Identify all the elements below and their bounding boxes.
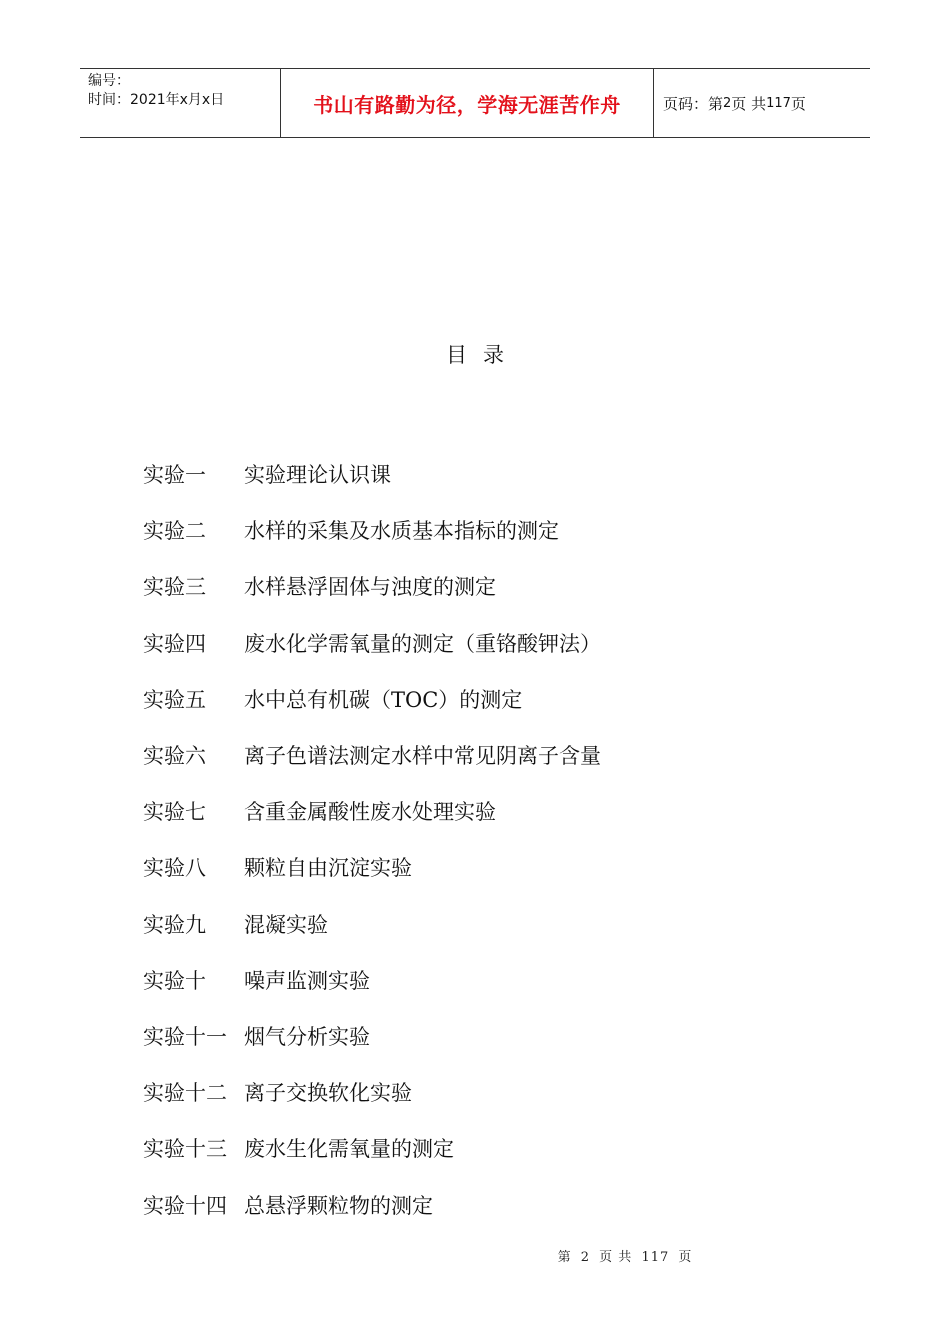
toc-item-label: 实验一: [143, 463, 206, 488]
page-footer: [0, 1246, 950, 1265]
toc-item: [143, 558, 601, 614]
toc-item-text: 废水化学需氧量的测定（重铬酸钾法）: [244, 631, 601, 656]
toc-item: [143, 896, 601, 952]
page-suffix: 页: [790, 94, 806, 113]
header-motto: 书山有路勤为径，学海无涯苦作舟: [281, 69, 654, 137]
toc-item-text: 离子交换软化实验: [244, 1081, 412, 1106]
toc-item: [143, 783, 601, 839]
footer-mid: 页 共: [599, 1250, 633, 1265]
page-current: 2: [723, 95, 732, 111]
toc-item: [143, 502, 601, 558]
toc-item-text: 废水生化需氧量的测定: [244, 1137, 454, 1162]
toc-item-label: 实验六: [143, 744, 206, 769]
page-header: [80, 68, 870, 138]
toc-item-label: 实验九: [143, 912, 206, 937]
footer-suffix: 页: [678, 1250, 693, 1265]
toc-item-text: 噪声监测实验: [244, 968, 370, 993]
toc-item: [143, 727, 601, 783]
toc-item-label: 实验十三: [143, 1137, 227, 1162]
toc-item-text: 水中总有机碳（TOC）的测定: [244, 687, 523, 712]
toc-title: 目录: [446, 343, 520, 367]
page-mid: 页 共: [731, 94, 767, 113]
toc-item-text: 总悬浮颗粒物的测定: [244, 1193, 433, 1218]
footer-prefix: 第: [557, 1250, 572, 1265]
toc-item-text: 烟气分析实验: [244, 1024, 370, 1049]
toc-item: [143, 839, 601, 895]
toc-item: [143, 1120, 601, 1176]
toc-item-text: 颗粒自由沉淀实验: [244, 856, 412, 881]
footer-total: 117: [641, 1250, 670, 1265]
toc-item-label: 实验三: [143, 575, 206, 600]
header-page-info: [663, 69, 870, 137]
toc-item: [143, 615, 601, 671]
toc-item-text: 离子色谱法测定水样中常见阴离子含量: [244, 744, 601, 769]
toc-item: [143, 1008, 601, 1064]
page-total: 117: [766, 95, 791, 111]
toc-item: [143, 1064, 601, 1120]
toc-item: [143, 446, 601, 502]
header-meta: [80, 69, 281, 137]
toc-item-text: 实验理论认识课: [244, 463, 391, 488]
toc-item-label: 实验二: [143, 519, 206, 544]
toc-item-label: 实验十: [143, 968, 206, 993]
toc-item: [143, 671, 601, 727]
toc-item-text: 混凝实验: [244, 912, 328, 937]
toc-item-label: 实验八: [143, 856, 206, 881]
toc-item-label: 实验十二: [143, 1081, 227, 1106]
number-label: 编号：: [88, 73, 130, 89]
toc-item: [143, 1176, 601, 1232]
time-label: 时间：2021年x月x日: [88, 92, 225, 108]
footer-current: 2: [580, 1250, 591, 1265]
toc-item-text: 含重金属酸性废水处理实验: [244, 800, 496, 825]
toc-item-label: 实验十四: [143, 1193, 227, 1218]
toc-item: [143, 952, 601, 1008]
toc-item-label: 实验十一: [143, 1024, 227, 1049]
toc-item-text: 水样悬浮固体与浊度的测定: [244, 575, 496, 600]
toc-list: [143, 446, 601, 1233]
toc-item-label: 实验五: [143, 687, 206, 712]
toc-item-text: 水样的采集及水质基本指标的测定: [244, 519, 559, 544]
page-prefix: 页码：第: [663, 94, 724, 113]
toc-item-label: 实验四: [143, 631, 206, 656]
toc-item-label: 实验七: [143, 800, 206, 825]
